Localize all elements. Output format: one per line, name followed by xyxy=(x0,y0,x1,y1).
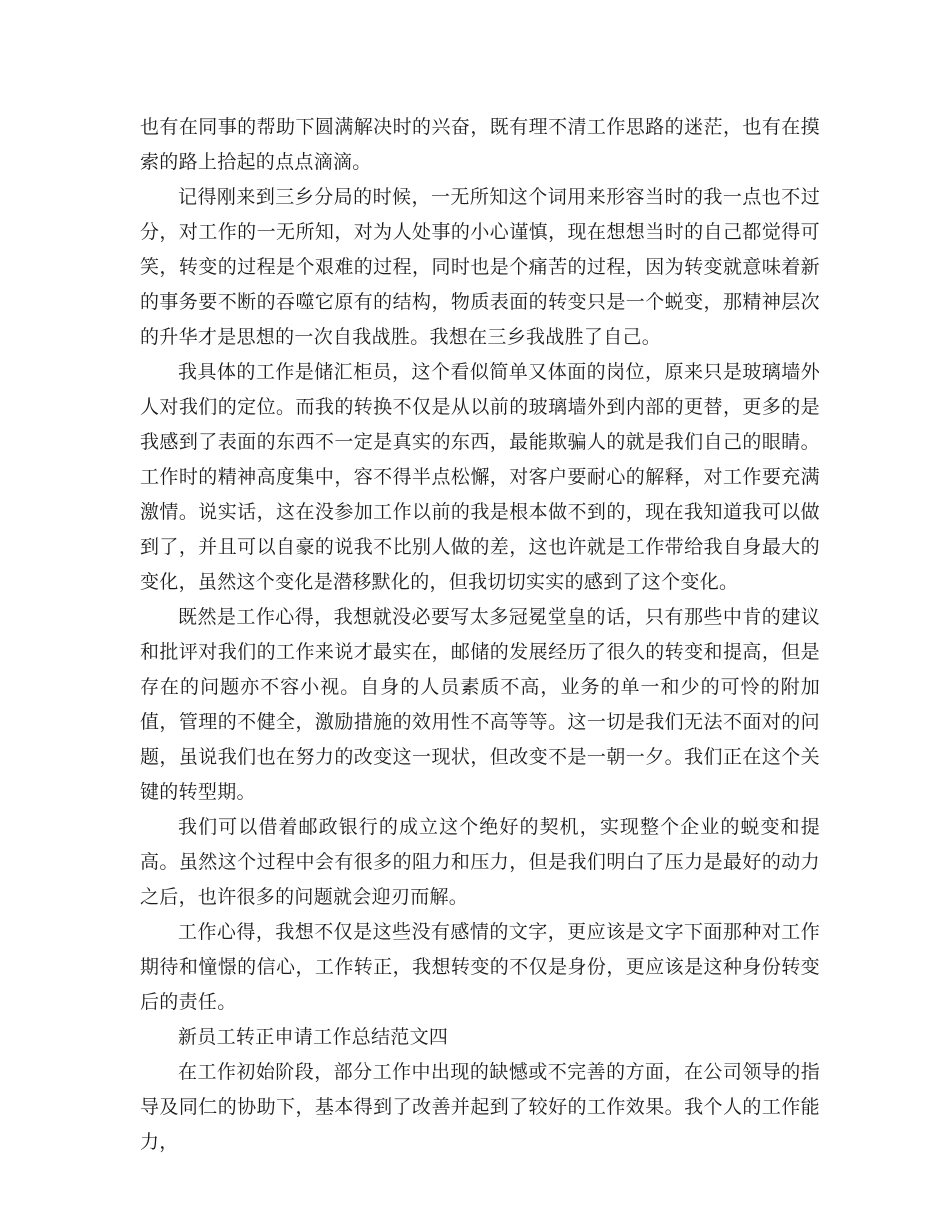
paragraph: 我具体的工作是储汇柜员，这个看似简单又体面的岗位，原来只是玻璃墙外人对我们的定位。而我的转换不仅是从以前的玻璃墙外到内部的更替，更多的是我感到了表面的东西不一定是真实的东西，最能欺骗人的就是我们自己的眼睛。工作时的精神高度集中，容不得半点松懈，对客户要耐心的解释，对工作要充满激情。说实话，这在没参加工作以前的我是根本做不到的，现在我知道我可以做到了，并且可以自豪的说我不比别人做的差，这也许就是工作带给我自身最大的变化，虽然这个变化是潜移默化的，但我切切实实的感到了这个变化。 xyxy=(140,361,820,593)
paragraph: 我们可以借着邮政银行的成立这个绝好的契机，实现整个企业的蜕变和提高。虽然这个过程中会有很多的阻力和压力，但是我们明白了压力是最好的动力之后，也许很多的问题就会迎刃而解。 xyxy=(140,816,820,908)
document-body xyxy=(140,110,820,1160)
section-heading: 新员工转正申请工作总结范文四 xyxy=(178,1026,449,1048)
paragraph: 记得刚来到三乡分局的时候，一无所知这个词用来形容当时的我一点也不过分，对工作的一无所知，对为人处事的小心谨慎，现在想想当时的自己都觉得可笑，转变的过程是个艰难的过程，同时也是个痛苦的过程，因为转变就意味着新的事务要不断的吞噬它原有的结构，物质表面的转变只是一个蜕变，那精神层次的升华才是思想的一次自我战胜。我想在三乡我战胜了自己。 xyxy=(140,186,820,348)
paragraph: 在工作初始阶段，部分工作中出现的缺憾或不完善的方面，在公司领导的指导及同仁的协助下，基本得到了改善并起到了较好的工作效果。我个人的工作能力， xyxy=(140,1061,820,1153)
paragraph: 既然是工作心得，我想就没必要写太多冠冕堂皇的话，只有那些中肯的建议和批评对我们的工作来说才最实在，邮储的发展经历了很久的转变和提高，但是存在的问题亦不容小视。自身的人员素质不高，业务的单一和少的可怜的附加值，管理的不健全，激励措施的效用性不高等等。这一切是我们无法不面对的问题，虽说我们也在努力的改变这一现状，但改变不是一朝一夕。我们正在这个关键的转型期。 xyxy=(140,606,820,803)
paragraph-continuation: 也有在同事的帮助下圆满解决时的兴奋，既有理不清工作思路的迷茫，也有在摸索的路上拾起的点点滴滴。 xyxy=(140,116,820,173)
paragraph: 工作心得，我想不仅是这些没有感情的文字，更应该是文字下面那种对工作期待和憧憬的信心，工作转正，我想转变的不仅是身份，更应该是这种身份转变后的责任。 xyxy=(140,921,820,1013)
